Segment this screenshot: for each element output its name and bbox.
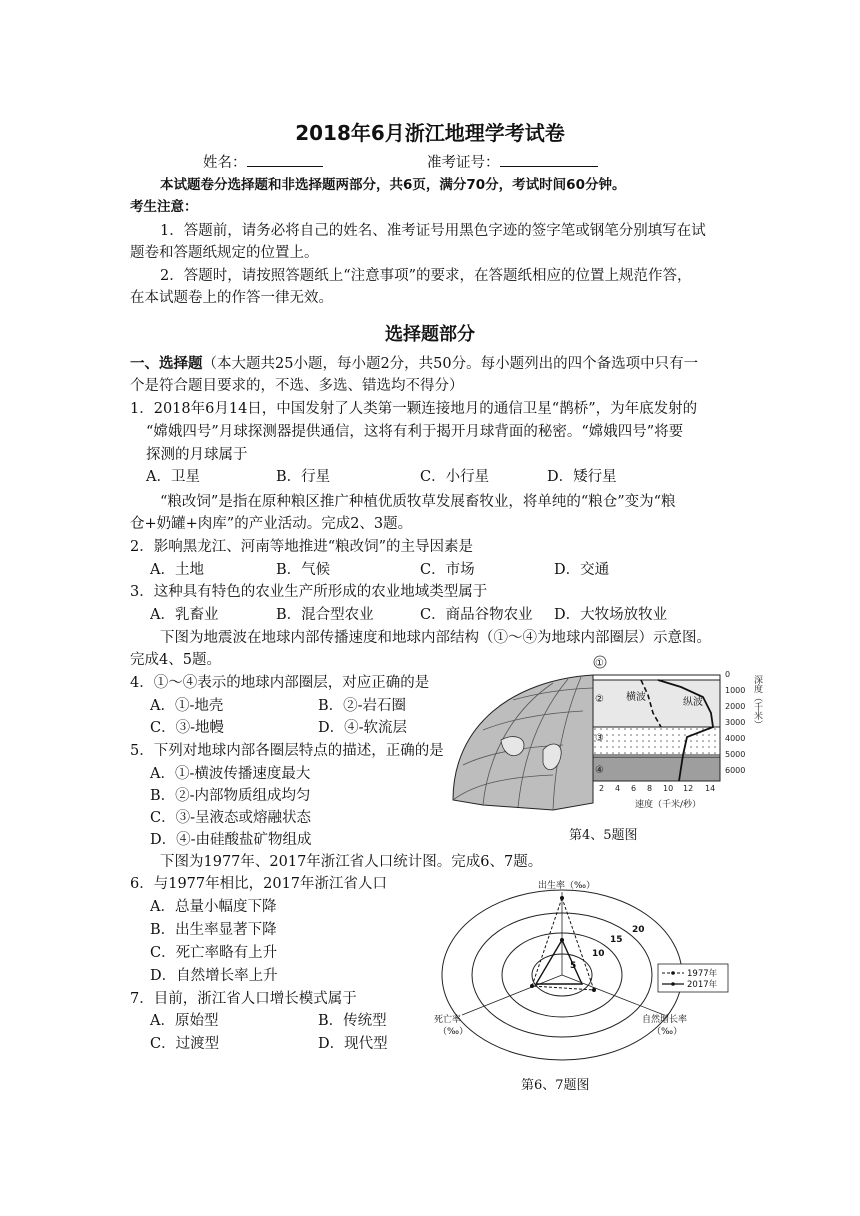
speed-ticks [599,784,715,793]
layer-label-4: ④ [595,765,604,776]
q6-stem: 6．与1977年相比，2017年浙江省人口 [130,876,388,892]
section-title: 选择题部分 [385,324,475,345]
q5-option-d[interactable]: D．④-由硅酸盐矿物组成 [150,832,312,848]
q1-option-a[interactable]: A．卫星 [146,469,200,485]
intro-6-7: 下图为1977年、2017年浙江省人口统计图。完成6、7题。 [160,854,543,870]
q3-stem: 3．这种具有特色的农业生产所形成的农业地域类型属于 [130,584,488,600]
intro-2-3-a: “粮改饲”是指在原种粮区推广种植优质牧草发展畜牧业，将单纯的“粮仓”变为“粮 [160,494,676,510]
q7-option-d[interactable]: D．现代型 [318,1036,388,1052]
q7-option-a[interactable]: A．原始型 [150,1013,219,1029]
section-heading-label: 一、选择题 [130,356,203,372]
q6-option-b[interactable]: B．出生率显著下降 [150,922,277,938]
q2-stem: 2．影响黑龙江、河南等地推进“粮改饲”的主导因素是 [130,539,474,555]
q3-option-a[interactable]: A．乳畜业 [150,607,219,623]
exam-intro: 本试题卷分选择题和非选择题两部分，共6页，满分70分，考试时间60分钟。 [160,177,626,193]
notice-title: 考生注意： [130,199,198,215]
death-axis-label-a: 死亡率 [434,1015,462,1025]
growth-axis-label-a: 自然增长率 [642,1015,688,1025]
q7-stem: 7．目前，浙江省人口增长模式属于 [130,991,357,1007]
svg-text:5000: 5000 [725,750,746,759]
q2-option-d[interactable]: D．交通 [554,562,610,578]
q4-option-a[interactable]: A．①-地壳 [150,698,224,714]
name-label: 姓名： [203,155,247,171]
death-axis-label-b: （‰） [438,1027,469,1037]
point-1977-birth [560,896,564,900]
point-2017-birth [560,938,564,942]
population-radar-chart [432,880,732,1070]
q1-stem-c: 探测的月球属于 [146,447,248,463]
q5-option-c[interactable]: C．③-呈液态或熔融状态 [150,810,311,826]
p-wave-label: 纵波 [683,697,703,708]
legend-1977: 1977年 [687,969,718,979]
id-field[interactable] [427,152,598,173]
q1-stem-b: “嫦娥四号”月球探测器提供通信，这将有利于揭开月球背面的秘密。“嫦娥四号”将要 [146,424,684,440]
q1-option-c[interactable]: C．小行星 [420,469,490,485]
q4-stem: 4．①～④表示的地球内部圈层，对应正确的是 [130,675,430,691]
intro-4-5-a: 下图为地震波在地球内部传播速度和地球内部结构（①～④为地球内部圈层）示意图。 [160,630,711,646]
name-field[interactable] [203,152,323,173]
layer-label-1: ① [595,658,604,669]
q5-option-a[interactable]: A．①-横波传播速度最大 [150,766,311,782]
section-heading-desc-2: 个是符合题目要求的，不选、多选、错选均不得分） [130,378,464,394]
q1-option-b[interactable]: B．行星 [276,469,331,485]
q3-option-b[interactable]: B．混合型农业 [276,607,374,623]
q4-option-c[interactable]: C．③-地幔 [150,720,224,736]
svg-text:12: 12 [683,784,694,793]
layer-label-2: ② [595,694,604,705]
intro-2-3-b: 仓+奶罐+肉库”的产业活动。完成2、3题。 [130,516,413,532]
section-heading [130,354,698,374]
point-1977-growth [592,988,596,992]
depth-ticks [725,670,745,775]
q7-option-c[interactable]: C．过渡型 [150,1036,220,1052]
svg-text:4000: 4000 [725,734,746,743]
q6-option-d[interactable]: D．自然增长率上升 [150,968,278,984]
q2-option-a[interactable]: A．土地 [150,562,204,578]
id-label: 准考证号： [427,155,500,171]
q5-stem: 5．下列对地球内部各圈层特点的描述，正确的是 [130,743,444,759]
ring-label-10: 10 [592,949,605,959]
earth-interior-diagram [443,655,773,815]
q6-option-c[interactable]: C．死亡率略有上升 [150,945,278,961]
birth-axis-label: 出生率（‰） [538,881,596,891]
depth-axis-label: 深度（千米） [752,675,762,729]
q4-option-b[interactable]: B．②-岩石圈 [318,698,407,714]
layer-label-3: ③ [595,733,604,744]
intro-4-5-b: 完成4、5题。 [130,652,221,668]
point-1977-death [530,984,534,988]
q3-option-d[interactable]: D．大牧场放牧业 [554,607,668,623]
speed-axis-label: 速度（千米/秒） [635,800,702,810]
ring-label-20: 20 [632,925,645,935]
growth-axis-label-b: （‰） [652,1027,683,1037]
section-heading-desc: （本大题共25小题，每小题2分，共50分。每小题列出的四个备选项中只有一 [202,356,699,372]
q7-option-b[interactable]: B．传统型 [318,1013,387,1029]
q1-option-d[interactable]: D．矮行星 [547,469,617,485]
layer-4 [593,757,720,781]
fig45-caption: 第4、5题图 [569,828,638,843]
svg-text:4: 4 [615,784,621,793]
ring-label-5: 5 [570,961,577,971]
svg-text:0: 0 [725,670,731,679]
svg-text:3000: 3000 [725,718,746,727]
growth-axis [562,975,664,1015]
id-blank[interactable] [500,152,598,167]
layer-1 [593,675,720,680]
q5-option-b[interactable]: B．②-内部物质组成均匀 [150,788,311,804]
q3-option-c[interactable]: C．商品谷物农业 [420,607,533,623]
svg-text:6: 6 [631,784,637,793]
svg-text:6000: 6000 [725,766,746,775]
svg-text:8: 8 [647,784,653,793]
svg-text:1000: 1000 [725,686,746,695]
s-wave-label: 横波 [626,692,646,703]
svg-text:2: 2 [599,784,605,793]
notice-2b: 在本试题卷上的作答一律无效。 [130,290,333,306]
legend-2017: 2017年 [687,980,718,990]
q2-option-c[interactable]: C．市场 [420,562,475,578]
legend [658,964,728,992]
q6-option-a[interactable]: A．总量小幅度下降 [150,899,277,915]
fig67-caption: 第6、7题图 [521,1078,590,1093]
q1-stem-a: 1．2018年6月14日，中国发射了人类第一颗连接地月的通信卫星“鹊桥”，为年底发射的 [130,401,698,417]
notice-1b: 题卷和答题纸规定的位置上。 [130,245,319,261]
notice-2a: 2．答题时，请按照答题纸上“注意事项”的要求，在答题纸相应的位置上规范作答， [160,268,692,284]
page-title: 2018年6月浙江地理学考试卷 [295,121,565,145]
name-blank[interactable] [247,152,323,167]
notice-1a: 1．答题前，请务必将自己的姓名、准考证号用黑色字迹的签字笔或钢笔分别填写在试 [160,223,706,239]
q2-option-b[interactable]: B．气候 [276,562,331,578]
svg-text:10: 10 [663,784,674,793]
ring-label-15: 15 [610,935,623,945]
svg-text:14: 14 [705,784,716,793]
svg-text:2000: 2000 [725,702,746,711]
q4-option-d[interactable]: D．④-软流层 [318,720,408,736]
